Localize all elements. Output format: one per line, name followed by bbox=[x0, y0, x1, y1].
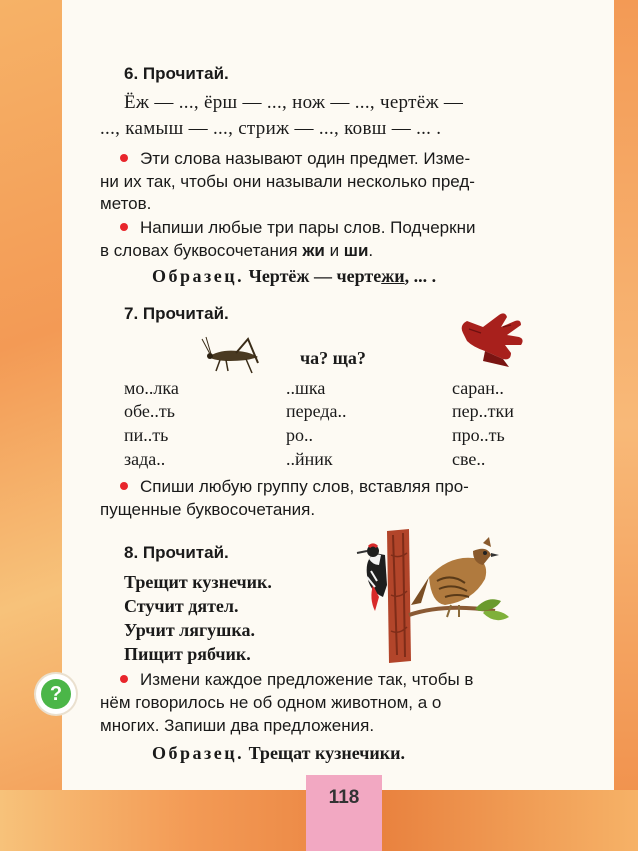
exercise-7-header: ча? ща? bbox=[300, 348, 366, 368]
conjunction: и bbox=[324, 241, 344, 260]
task-text: Измени каждое предложение так, чтобы в bbox=[140, 670, 474, 689]
ex7-col3-row2: пер..тки bbox=[452, 401, 514, 421]
ex7-col3-row3: про..ть bbox=[452, 425, 505, 445]
ex7-col1-row3: пи..ть bbox=[124, 425, 169, 445]
period: . bbox=[368, 241, 374, 260]
bullet-icon bbox=[120, 482, 128, 490]
woodpecker-and-hazel-grouse-illustration bbox=[355, 525, 525, 665]
exercise-6-title: 6. Прочитай. bbox=[124, 64, 229, 83]
question-icon: ? bbox=[41, 679, 71, 709]
exercise-7-title: 7. Прочитай. bbox=[124, 304, 229, 323]
exercise-8-task-line-3: многих. Запиши два предложения. bbox=[100, 716, 375, 735]
ex7-col2-row2: переда.. bbox=[286, 401, 347, 421]
ex7-col1-row1: мо..лка bbox=[124, 378, 179, 398]
ex7-col2-row1: ..шка bbox=[286, 378, 326, 398]
ex7-col1-row2: обе..ть bbox=[124, 401, 175, 421]
ex8-sentence-4: Пищит рябчик. bbox=[124, 644, 251, 664]
exercise-7-task-line-1 bbox=[124, 477, 469, 497]
ex7-col3-row4: све.. bbox=[452, 449, 486, 469]
letter-combination-zhi: жи bbox=[302, 241, 325, 260]
bullet-icon bbox=[120, 675, 128, 683]
ex7-col2-row4: ..йник bbox=[286, 449, 333, 469]
exercise-8-sample bbox=[152, 743, 405, 764]
letter-combination-shi: ши bbox=[343, 241, 369, 260]
exercise-6-sample bbox=[152, 266, 436, 287]
exercise-8-task-line-2: нём говорилось не об одном животном, а о bbox=[100, 693, 442, 712]
exercise-6-task-1-line-1 bbox=[124, 149, 470, 169]
sample-text-end: , ... . bbox=[404, 266, 437, 286]
ex7-col1-row4: зада.. bbox=[124, 449, 166, 469]
bullet-icon bbox=[120, 154, 128, 162]
task-text: Напиши любые три пары слов. Подчеркни bbox=[140, 218, 476, 237]
sample-text: Трещат кузнечики. bbox=[244, 743, 406, 763]
ex8-sentence-2: Стучит дятел. bbox=[124, 596, 239, 616]
exercise-6-task-2-line-2 bbox=[100, 241, 373, 261]
background-stripe-left bbox=[0, 0, 62, 851]
task-text: в словах буквосочетания bbox=[100, 241, 303, 260]
ex8-sentence-1: Трещит кузнечик. bbox=[124, 572, 272, 592]
exercise-6-words-line-1: Ёж — ..., ёрш — ..., нож — ..., чертёж — bbox=[124, 92, 464, 113]
bullet-icon bbox=[120, 223, 128, 231]
exercise-8-task-line-1 bbox=[124, 670, 473, 690]
ex7-col3-row1: саран.. bbox=[452, 378, 504, 398]
sample-text: Чертёж — черте bbox=[244, 266, 382, 286]
background-stripe-right bbox=[614, 0, 638, 851]
sample-underlined: жи bbox=[381, 266, 405, 286]
exercise-6-task-1-line-2: ни их так, чтобы они называли несколько пред- bbox=[100, 172, 475, 191]
task-text: Спиши любую группу слов, вставляя про- bbox=[140, 477, 469, 496]
ex7-col2-row3: ро.. bbox=[286, 425, 313, 445]
page-number: 118 bbox=[328, 787, 360, 808]
sample-label: Образец. bbox=[152, 743, 245, 763]
page-number-tab bbox=[306, 775, 382, 851]
exercise-6-words-line-2: ..., камыш — ..., стриж — ..., ковш — ... . bbox=[100, 118, 442, 139]
exercise-8-title: 8. Прочитай. bbox=[124, 543, 229, 562]
exercise-6-task-1-line-3: метов. bbox=[100, 194, 152, 213]
task-text: Эти слова называют один предмет. Изме- bbox=[140, 149, 471, 168]
glove-icon bbox=[455, 311, 535, 369]
exercise-6-task-2-line-1 bbox=[124, 218, 475, 238]
ex8-sentence-3: Урчит лягушка. bbox=[124, 620, 255, 640]
hint-badge[interactable] bbox=[36, 674, 76, 714]
grasshopper-icon bbox=[200, 335, 268, 375]
exercise-7-task-line-2: пущенные буквосочетания. bbox=[100, 500, 316, 519]
sample-label: Образец. bbox=[152, 266, 245, 286]
